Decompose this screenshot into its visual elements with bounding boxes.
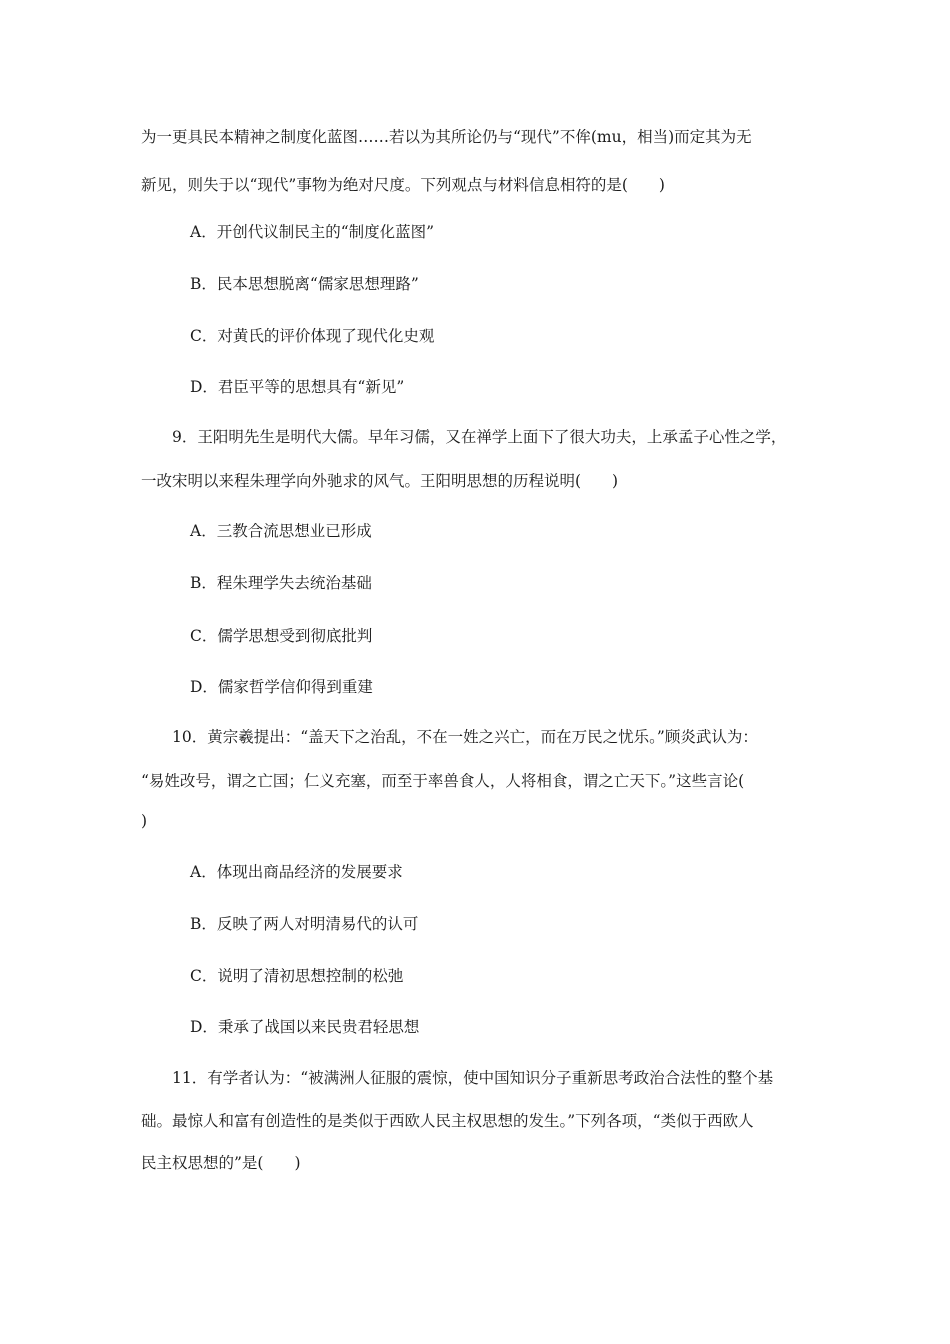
q11-stem-line-1: 11．有学者认为：“被满洲人征服的震惊，使中国知识分子重新思考政治合法性的整个基	[172, 1069, 774, 1087]
q8-option-c: C．对黄氏的评价体现了现代化史观	[190, 327, 435, 345]
q10-option-c: C．说明了清初思想控制的松弛	[190, 967, 404, 985]
q8-option-d: D．君臣平等的思想具有“新见”	[190, 378, 405, 396]
q10-option-a: A．体现出商品经济的发展要求	[190, 863, 403, 881]
q10-option-b: B．反映了两人对明清易代的认可	[190, 915, 419, 933]
q8-stem-line-1: 为一更具民本精神之制度化蓝图……若以为其所论仍与“现代”不侔(mu，相当)而定其为无	[141, 128, 752, 146]
q9-option-a: A．三教合流思想业已形成	[190, 522, 372, 540]
q10-option-d: D．秉承了战国以来民贵君轻思想	[190, 1018, 420, 1036]
q8-option-b: B．民本思想脱离“儒家思想理路”	[190, 275, 419, 293]
q9-option-c: C．儒学思想受到彻底批判	[190, 627, 373, 645]
q11-stem-line-2: 础。最惊人和富有创造性的是类似于西欧人民主权思想的发生。”下列各项，“类似于西欧人	[141, 1112, 754, 1130]
q9-option-b: B．程朱理学失去统治基础	[190, 574, 372, 592]
q9-stem-line-2: 一改宋明以来程朱理学向外驰求的风气。王阳明思想的历程说明( )	[141, 472, 619, 490]
q9-stem-line-1: 9．王阳明先生是明代大儒。早年习儒，又在禅学上面下了很大功夫，上承孟子心性之学，	[172, 428, 787, 446]
q10-stem-line-1: 10．黄宗羲提出：“盖天下之治乱，不在一姓之兴亡，而在万民之忧乐。”顾炎武认为：	[172, 728, 758, 746]
q10-stem-line-3: )	[141, 812, 148, 830]
q11-stem-line-3: 民主权思想的”是( )	[141, 1154, 301, 1172]
q9-option-d: D．儒家哲学信仰得到重建	[190, 678, 373, 696]
q10-stem-line-2: “易姓改号，谓之亡国；仁义充塞，而至于率兽食人，人将相食，谓之亡天下。”这些言论(	[141, 772, 745, 790]
q8-option-a: A．开创代议制民主的“制度化蓝图”	[190, 223, 435, 241]
q8-stem-line-2: 新见，则失于以“现代”事物为绝对尺度。下列观点与材料信息相符的是( )	[141, 176, 665, 194]
